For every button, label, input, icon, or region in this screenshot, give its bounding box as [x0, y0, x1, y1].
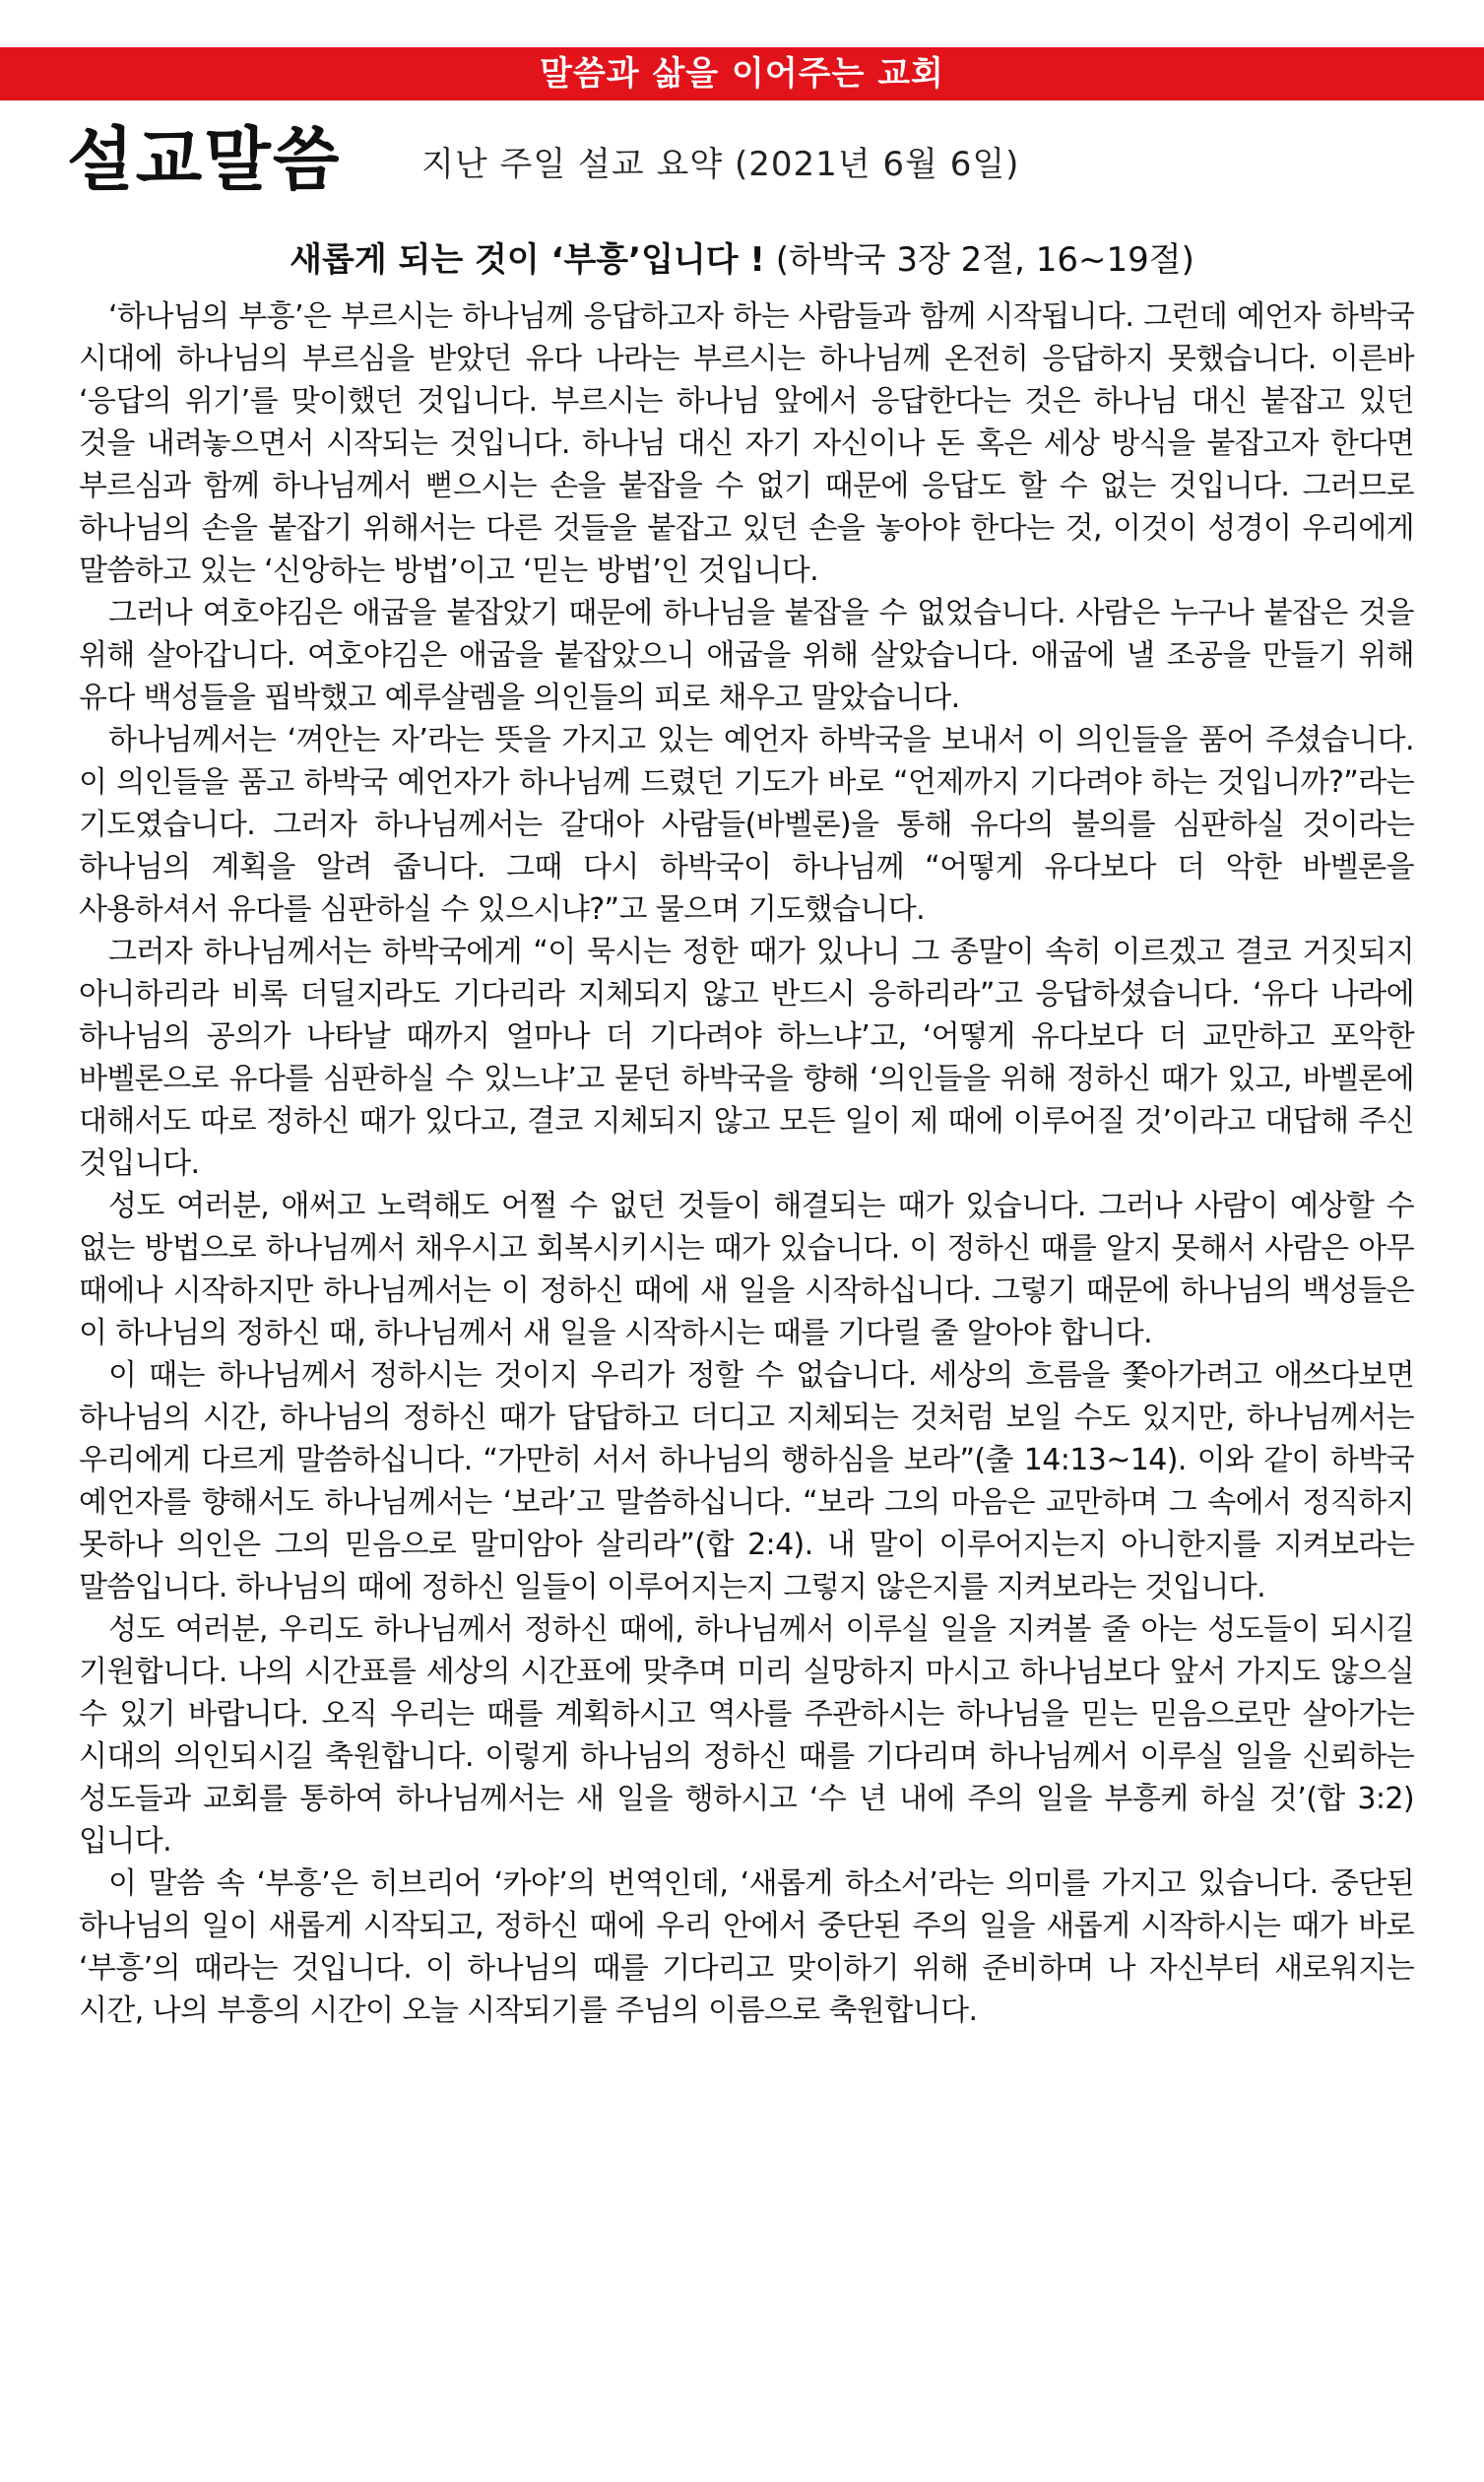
sermon-paragraph: 그러나 여호야김은 애굽을 붙잡았기 때문에 하나님을 붙잡을 수 없었습니다. 사람은 누구나 붙잡은 것을 위해 살아갑니다. 여호야김은 애굽을 붙잡았으니 애굽을 위해 살았습니다. 애굽에 낼 조공을 만들기 위해 유다 백성들을 핍박했고 예루살렘을 의인들의 피로 채우고 말았습니다.	[79, 596, 1414, 715]
sermon-body	[79, 295, 1414, 2032]
sermon-paragraph: 이 말씀 속 ‘부흥’은 히브리어 ‘카야’의 번역인데, ‘새롭게 하소서’라는 의미를 가지고 있습니다. 중단된 하나님의 일이 새롭게 시작되고, 정하신 때에 우리 안에서 중단된 주의 일을 새롭게 시작하시는 때가 바로 ‘부흥’의 때라는 것입니다. 이 하나님의 때를 기다리고 맞이하기 위해 준비하며 나 자신부터 새로워지는 시간, 나의 부흥의 시간이 오늘 시작되기를 주님의 이름으로 축원합니다.	[79, 1866, 1414, 2028]
church-slogan: 말씀과 삶을 이어주는 교회	[540, 54, 944, 94]
page-subtitle: 지난 주일 설교 요약 (2021년 6월 6일)	[421, 145, 1020, 184]
sermon-paragraph: 성도 여러분, 애써고 노력해도 어쩔 수 없던 것들이 해결되는 때가 있습니다. 그러나 사람이 예상할 수 없는 방법으로 하나님께서 채우시고 회복시키시는 때가 있습니다. 이 정하신 때를 알지 못해서 사람은 아무 때에나 시작하지만 하나님께서는 이 정하신 때에 새 일을 시작하십니다. 그렇기 때문에 하나님의 백성들은 이 하나님의 정하신 때, 하나님께서 새 일을 시작하시는 때를 기다릴 줄 알아야 합니다.	[79, 1189, 1414, 1350]
sermon-heading	[0, 236, 1484, 284]
page-title: 설교말씀	[67, 118, 342, 200]
sermon-paragraph: ‘하나님의 부흥’은 부르시는 하나님께 응답하고자 하는 사람들과 함께 시작됩니다. 그런데 예언자 하박국 시대에 하나님의 부르심을 받았던 유다 나라는 부르시는 하나님께 온전히 응답하지 못했습니다. 이른바 ‘응답의 위기’를 맞이했던 것입니다. 부르시는 하나님 앞에서 응답한다는 것은 하나님 대신 붙잡고 있던 것을 내려놓으면서 시작되는 것입니다. 하나님 대신 자기 자신이나 돈 혹은 세상 방식을 붙잡고자 한다면 부르심과 함께 하나님께서 뻗으시는 손을 붙잡을 수 없기 때문에 응답도 할 수 없는 것입니다. 그러므로 하나님의 손을 붙잡기 위해서는 다른 것들을 붙잡고 있던 손을 놓아야 한다는 것, 이것이 성경이 우리에게 말씀하고 있는 ‘신앙하는 방법’이고 ‘믿는 방법’인 것입니다.	[79, 299, 1414, 588]
sermon-paragraph: 하나님께서는 ‘껴안는 자’라는 뜻을 가지고 있는 예언자 하박국을 보내서 이 의인들을 품어 주셨습니다. 이 의인들을 품고 하박국 예언자가 하나님께 드렸던 기도가 바로 “언제까지 기다려야 하는 것입니까?”라는 기도였습니다. 그러자 하나님께서는 갈대아 사람들(바벨론)을 통해 유다의 불의를 심판하실 것이라는 하나님의 계획을 알려 줍니다. 그때 다시 하박국이 하나님께 “어떻게 유다보다 더 악한 바벨론을 사용하셔서 유다를 심판하실 수 있으시냐?”고 물으며 기도했습니다.	[79, 723, 1414, 927]
sermon-paragraph: 그러자 하나님께서는 하박국에게 “이 묵시는 정한 때가 있나니 그 종말이 속히 이르겠고 결코 거짓되지 아니하리라 비록 더딜지라도 기다리라 지체되지 않고 반드시 응하리라”고 응답하셨습니다. ‘유다 나라에 하나님의 공의가 나타날 때까지 얼마나 더 기다려야 하느냐’고, ‘어떻게 유다보다 더 교만하고 포악한 바벨론으로 유다를 심판하실 수 있느냐’고 묻던 하박국을 향해 ‘의인들을 위해 정하신 때가 있고, 바벨론에 대해서도 따로 정하신 때가 있다고, 결코 지체되지 않고 모든 일이 제 때에 이루어질 것’이라고 대답해 주신 것입니다.	[79, 935, 1414, 1181]
page-header	[67, 110, 1446, 209]
scripture-reference: (하박국 3장 2절, 16~19절)	[775, 240, 1194, 280]
sermon-paragraph: 이 때는 하나님께서 정하시는 것이지 우리가 정할 수 없습니다. 세상의 흐름을 쫓아가려고 애쓰다보면 하나님의 시간, 하나님의 정하신 때가 답답하고 더디고 지체되는 것처럼 보일 수도 있지만, 하나님께서는 우리에게 다르게 말씀하십니다. “가만히 서서 하나님의 행하심을 보라”(출 14:13~14). 이와 같이 하박국 예언자를 향해서도 하나님께서는 ‘보라’고 말씀하십니다. “보라 그의 마음은 교만하며 그 속에서 정직하지 못하나 의인은 그의 믿음으로 말미암아 살리라”(합 2:4). 내 말이 이루어지는지 아니한지를 지켜보라는 말씀입니다. 하나님의 때에 정하신 일들이 이루어지는지 그렇지 않은지를 지켜보라는 것입니다.	[79, 1358, 1414, 1604]
sermon-title: 새롭게 되는 것이 ‘부흥’입니다 !	[290, 240, 765, 280]
sermon-paragraph: 성도 여러분, 우리도 하나님께서 정하신 때에, 하나님께서 이루실 일을 지켜볼 줄 아는 성도들이 되시길 기원합니다. 나의 시간표를 세상의 시간표에 맞추며 미리 실망하지 마시고 하나님보다 앞서 가지도 않으실 수 있기 바랍니다. 오직 우리는 때를 계획하시고 역사를 주관하시는 하나님을 믿는 믿음으로만 살아가는 시대의 의인되시길 축원합니다. 이렇게 하나님의 정하신 때를 기다리며 하나님께서 이루실 일을 신뢰하는 성도들과 교회를 통하여 하나님께서는 새 일을 행하시고 ‘수 년 내에 주의 일을 부흥케 하실 것’(합 3:2)입니다.	[79, 1612, 1414, 1859]
church-banner	[0, 47, 1484, 100]
